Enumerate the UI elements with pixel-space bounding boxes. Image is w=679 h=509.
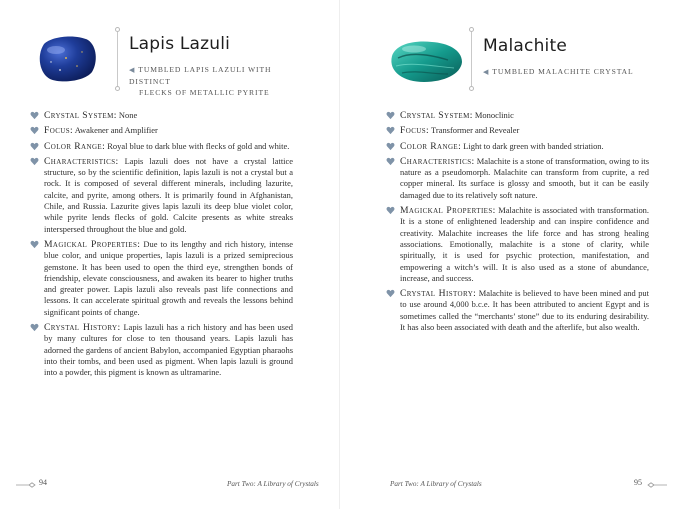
- page-number: 94: [39, 478, 47, 487]
- entry-focus: Focus: Transformer and Revealer: [386, 125, 649, 136]
- entry-list: [30, 110, 293, 383]
- page-title: Lapis Lazuli: [129, 34, 231, 54]
- entry-crystal-system: Crystal System: Monoclinic: [386, 110, 649, 121]
- image-caption: ◀ TUMBLED MALACHITE CRYSTAL: [483, 67, 634, 76]
- heart-bullet-icon: [386, 289, 395, 298]
- caption-arrow-icon: ◀: [483, 68, 490, 76]
- lapis-lazuli-image: [36, 34, 98, 84]
- heart-bullet-icon: [30, 157, 39, 166]
- footer-ornament-icon: [647, 482, 667, 488]
- heart-bullet-icon: [386, 142, 395, 151]
- caption-arrow-icon: ◀: [129, 66, 136, 74]
- heart-bullet-icon: [386, 206, 395, 215]
- heart-bullet-icon: [30, 126, 39, 135]
- entry-characteristics: Characteristics: Malachite is a stone of transformation, owing to its nature as a pseudomorph. Malachite can transform from cuprite, a red copper mineral. Its surface is glossy and smooth, but it can be easily damaged due to its relatively soft nature.: [386, 156, 649, 201]
- heart-bullet-icon: [30, 142, 39, 151]
- running-footer: Part Two: A Library of Crystals: [390, 480, 482, 488]
- left-page: [0, 0, 339, 509]
- entry-list: [386, 110, 649, 337]
- heart-bullet-icon: [30, 240, 39, 249]
- heart-bullet-icon: [386, 126, 395, 135]
- heart-bullet-icon: [386, 111, 395, 120]
- header-rule-ornament: [115, 86, 120, 91]
- header-rule: [471, 32, 472, 87]
- image-caption: ◀ TUMBLED LAPIS LAZULI WITH DISTINCT FLECKS OF METALLIC PYRITE: [129, 65, 272, 97]
- header-rule-ornament: [115, 27, 120, 32]
- footer-ornament-icon: [16, 482, 36, 488]
- entry-crystal-system: Crystal System: None: [30, 110, 293, 121]
- header-rule-ornament: [469, 27, 474, 32]
- malachite-image: [388, 38, 464, 84]
- heart-bullet-icon: [30, 111, 39, 120]
- header-rule: [117, 32, 118, 87]
- right-page: [340, 0, 679, 509]
- heart-bullet-icon: [30, 323, 39, 332]
- entry-crystal-history: Crystal History: Lapis lazuli has a rich history and has been used by many cultures for close to ten thousand years. Lapis lazuli has adorned the gardens of ancient Babylon, accompanied Egyptian pharaohs into their tombs, and been used as pigment. When lapis lazuli is ground into a powder, this pigment is known as ultramarine.: [30, 322, 293, 378]
- entry-crystal-history: Crystal History: Malachite is believed to have been mined and put to use around 4,000 b.c.e. It has been attributed to ancient Egypt and is sometimes called the “merchants’ stone” due to its enduring desirability. It has also been associated with death and the afterlife, but also wealth.: [386, 288, 649, 333]
- header-rule-ornament: [469, 86, 474, 91]
- entry-focus: Focus: Awakener and Amplifier: [30, 125, 293, 136]
- entry-color-range: Color Range: Light to dark green with banded striation.: [386, 141, 649, 152]
- entry-characteristics: Characteristics: Lapis lazuli does not have a crystal lattice structure, so by the scientific definition, lapis lazuli is not a crystal but a rock. It is composed of several different minerals, including lazurite, calcite, and pyrite, among others. It is primarily found in Afghanistan, Chile, and Russia. Lazurite gives lapis lazuli its deep blue violet color, while pyrite lends flecks of gold. Calcite presents as white streaks interspersed throughout the blue and gold.: [30, 156, 293, 235]
- entry-magickal-properties: Magickal Properties: Malachite is associated with transformation. It is a stone of enlightened leadership and can inspire confidence and creativity. Malachite increases the life force and has strong healing associations. Emotionally, malachite is a stone of clarity, while spiritually, it is used for psychic protection, manifestation, and empowering a witch’s will. It is also used as a stone of abundance, increase, and success.: [386, 205, 649, 284]
- heart-bullet-icon: [386, 157, 395, 166]
- page-title: Malachite: [483, 36, 567, 56]
- entry-magickal-properties: Magickal Properties: Due to its lengthy and rich history, intense blue color, and unique properties, lapis lazuli is a prized semiprecious gemstone. It has been used to open the third eye, strengthen bonds of friendship, elevate consciousness, and awaken its bearer to higher truths and greater power. Lapis lazuli also reveals past life connections and lessons. It can accelerate spiritual growth and reveals the lessons behind significant points of change.: [30, 239, 293, 318]
- entry-color-range: Color Range: Royal blue to dark blue with flecks of gold and white.: [30, 141, 293, 152]
- running-footer: Part Two: A Library of Crystals: [227, 480, 319, 488]
- page-number: 95: [634, 478, 642, 487]
